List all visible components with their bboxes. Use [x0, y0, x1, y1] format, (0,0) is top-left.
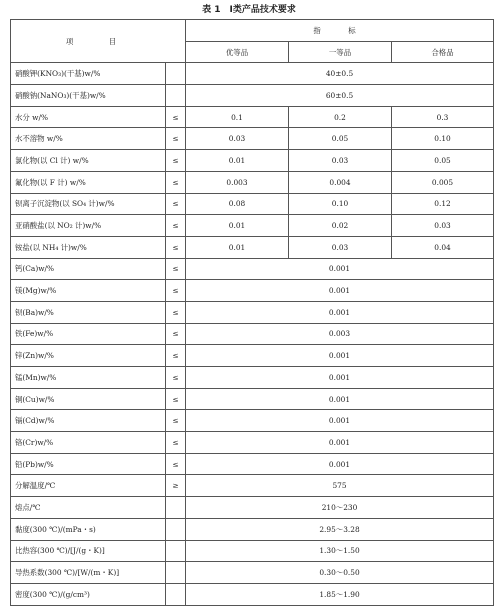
table-row — [11, 323, 494, 345]
row-item-label: 分解温度/℃ — [11, 475, 166, 497]
row-grade-value: 0.10 — [289, 193, 392, 215]
row-merged-value: 0.30～0.50 — [186, 562, 494, 584]
row-grade-value: 0.01 — [186, 215, 289, 237]
table-row — [11, 171, 494, 193]
row-item-label: 铁(Fe)w/% — [11, 323, 166, 345]
row-item-label: 钡离子沉淀物(以 SO₄ 计)w/% — [11, 193, 166, 215]
row-limit-sign: ≤ — [166, 280, 186, 302]
row-item-label: 镁(Mg)w/% — [11, 280, 166, 302]
row-limit-sign: ≤ — [166, 367, 186, 389]
grade-header-first: 一等品 — [289, 41, 392, 63]
grade-header-qualified: 合格品 — [392, 41, 494, 63]
row-limit-sign — [166, 540, 186, 562]
row-item-label: 水不溶物 w/% — [11, 128, 166, 150]
row-grade-value: 0.02 — [289, 215, 392, 237]
row-grade-value: 0.03 — [289, 236, 392, 258]
row-limit-sign: ≤ — [166, 171, 186, 193]
row-item-label: 比热容(300 ℃)/[J/(g・K)] — [11, 540, 166, 562]
table-row — [11, 345, 494, 367]
row-limit-sign: ≤ — [166, 453, 186, 475]
row-merged-value: 0.001 — [186, 258, 494, 280]
row-grade-value: 0.01 — [186, 150, 289, 172]
row-merged-value: 0.001 — [186, 388, 494, 410]
row-merged-value: 0.001 — [186, 453, 494, 475]
table-row — [11, 497, 494, 519]
table-row — [11, 280, 494, 302]
row-item-label: 钙(Ca)w/% — [11, 258, 166, 280]
header-row-top — [11, 20, 494, 42]
row-limit-sign: ≤ — [166, 215, 186, 237]
row-grade-value: 0.05 — [289, 128, 392, 150]
row-limit-sign: ≤ — [166, 193, 186, 215]
table-row — [11, 432, 494, 454]
table-title: 表 1 Ⅰ类产品技术要求 — [202, 5, 296, 15]
row-limit-sign — [166, 85, 186, 107]
row-item-label: 导热系数(300 ℃)/[W/(m・K)] — [11, 562, 166, 584]
row-grade-value: 0.04 — [392, 236, 494, 258]
table-row — [11, 475, 494, 497]
row-limit-sign: ≤ — [166, 236, 186, 258]
row-item-label: 黏度(300 ℃)/(mPa・s) — [11, 518, 166, 540]
row-grade-value: 0.003 — [186, 171, 289, 193]
row-limit-sign: ≤ — [166, 345, 186, 367]
row-item-label: 铵盐(以 NH₄ 计)w/% — [11, 236, 166, 258]
row-grade-value: 0.12 — [392, 193, 494, 215]
row-limit-sign: ≤ — [166, 106, 186, 128]
item-column-header: 项 目 — [11, 20, 186, 63]
row-merged-value: 40±0.5 — [186, 63, 494, 85]
table-row — [11, 583, 494, 605]
table-row — [11, 410, 494, 432]
row-merged-value: 60±0.5 — [186, 85, 494, 107]
row-merged-value: 0.003 — [186, 323, 494, 345]
row-item-label: 氯化物(以 Cl 计) w/% — [11, 150, 166, 172]
row-item-label: 铬(Cr)w/% — [11, 432, 166, 454]
row-limit-sign — [166, 497, 186, 519]
row-limit-sign: ≤ — [166, 301, 186, 323]
table-row — [11, 301, 494, 323]
row-merged-value: 0.001 — [186, 410, 494, 432]
row-limit-sign: ≤ — [166, 128, 186, 150]
row-item-label: 密度(300 ℃)/(g/cm³) — [11, 583, 166, 605]
row-merged-value: 0.001 — [186, 432, 494, 454]
table-row — [11, 367, 494, 389]
row-limit-sign — [166, 518, 186, 540]
row-item-label: 硝酸钠(NaNO₃)(干基)w/% — [11, 85, 166, 107]
table-row — [11, 85, 494, 107]
table-row — [11, 258, 494, 280]
row-merged-value: 0.001 — [186, 301, 494, 323]
row-limit-sign — [166, 562, 186, 584]
row-item-label: 水分 w/% — [11, 106, 166, 128]
row-limit-sign: ≤ — [166, 388, 186, 410]
row-grade-value: 0.03 — [186, 128, 289, 150]
indicator-header: 指 标 — [186, 20, 494, 42]
row-grade-value: 0.05 — [392, 150, 494, 172]
row-limit-sign: ≤ — [166, 258, 186, 280]
row-limit-sign: ≤ — [166, 323, 186, 345]
row-grade-value: 0.004 — [289, 171, 392, 193]
table-row — [11, 128, 494, 150]
row-grade-value: 0.03 — [392, 215, 494, 237]
row-grade-value: 0.03 — [289, 150, 392, 172]
table-row — [11, 150, 494, 172]
row-item-label: 硝酸钾(KNO₃)(干基)w/% — [11, 63, 166, 85]
row-merged-value: 1.85～1.90 — [186, 583, 494, 605]
table-row — [11, 193, 494, 215]
row-item-label: 锰(Mn)w/% — [11, 367, 166, 389]
row-limit-sign: ≤ — [166, 150, 186, 172]
table-row — [11, 236, 494, 258]
table-row — [11, 562, 494, 584]
row-grade-value: 0.005 — [392, 171, 494, 193]
row-merged-value: 210～230 — [186, 497, 494, 519]
table-row — [11, 518, 494, 540]
row-item-label: 熔点/℃ — [11, 497, 166, 519]
row-limit-sign: ≤ — [166, 432, 186, 454]
table-row — [11, 106, 494, 128]
row-item-label: 铅(Pb)w/% — [11, 453, 166, 475]
row-merged-value: 0.001 — [186, 367, 494, 389]
row-merged-value: 575 — [186, 475, 494, 497]
row-item-label: 钡(Ba)w/% — [11, 301, 166, 323]
row-grade-value: 0.01 — [186, 236, 289, 258]
row-limit-sign: ≤ — [166, 410, 186, 432]
row-item-label: 锌(Zn)w/% — [11, 345, 166, 367]
row-grade-value: 0.10 — [392, 128, 494, 150]
table-row — [11, 215, 494, 237]
row-merged-value: 2.95～3.28 — [186, 518, 494, 540]
table-row — [11, 63, 494, 85]
row-item-label: 亚硝酸盐(以 NO₂ 计)w/% — [11, 215, 166, 237]
row-merged-value: 0.001 — [186, 345, 494, 367]
table-row — [11, 540, 494, 562]
row-merged-value: 0.001 — [186, 280, 494, 302]
spec-table — [10, 19, 494, 606]
row-merged-value: 1.30～1.50 — [186, 540, 494, 562]
row-limit-sign — [166, 583, 186, 605]
grade-header-premium: 优等品 — [186, 41, 289, 63]
row-grade-value: 0.1 — [186, 106, 289, 128]
row-limit-sign — [166, 63, 186, 85]
row-item-label: 镉(Cd)w/% — [11, 410, 166, 432]
table-row — [11, 388, 494, 410]
row-limit-sign: ≥ — [166, 475, 186, 497]
row-grade-value: 0.2 — [289, 106, 392, 128]
row-item-label: 氟化物(以 F 计) w/% — [11, 171, 166, 193]
row-grade-value: 0.3 — [392, 106, 494, 128]
row-item-label: 铜(Cu)w/% — [11, 388, 166, 410]
table-row — [11, 453, 494, 475]
row-grade-value: 0.08 — [186, 193, 289, 215]
